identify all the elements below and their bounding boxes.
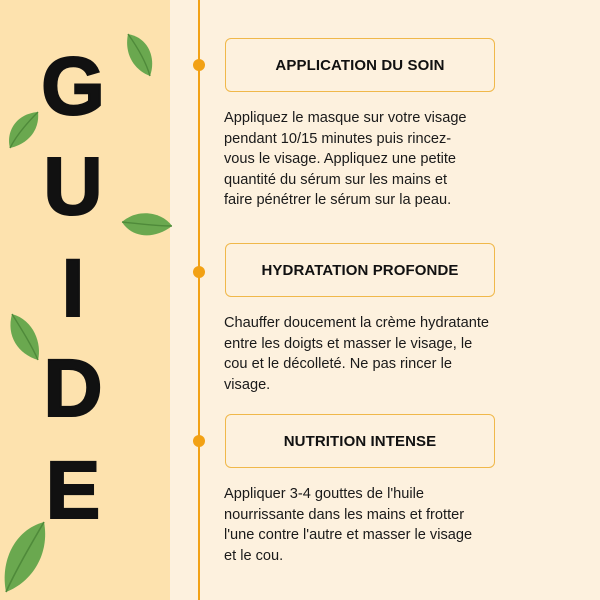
step-description: Appliquez le masque sur votre visage pendant 10/15 minutes puis rincez- vous le visage. Appliquez une petite quantité du sérum sur les mains et faire pénétrer le sérum sur la peau. bbox=[224, 110, 467, 208]
step-title: NUTRITION INTENSE bbox=[283, 432, 437, 450]
guide-letter-u: U bbox=[43, 141, 103, 232]
leaf-icon bbox=[120, 30, 160, 80]
guide-letter-i: I bbox=[61, 243, 85, 334]
timeline-dot bbox=[193, 266, 205, 278]
timeline-dot bbox=[193, 59, 205, 71]
step-title-box bbox=[225, 414, 495, 468]
step-description: Appliquer 3-4 gouttes de l'huile nourrissante dans les mains et frotter l'une contre l'autre et masser le visage et le cou. bbox=[224, 486, 473, 564]
step-description: Chauffer doucement la crème hydratante entre les doigts et masser le visage, le cou et le décolleté. Ne pas rincer le visage. bbox=[224, 315, 490, 393]
step-title-box bbox=[225, 243, 495, 297]
step-title-box bbox=[225, 38, 495, 92]
timeline-line bbox=[198, 0, 200, 600]
guide-letter-e: E bbox=[45, 445, 101, 536]
leaf-icon bbox=[118, 208, 174, 242]
step-title: APPLICATION DU SOIN bbox=[275, 56, 445, 74]
timeline-dot bbox=[193, 435, 205, 447]
step-title: HYDRATATION PROFONDE bbox=[261, 261, 459, 279]
guide-letter-d: D bbox=[43, 343, 103, 434]
guide-letter-g: G bbox=[41, 41, 105, 132]
